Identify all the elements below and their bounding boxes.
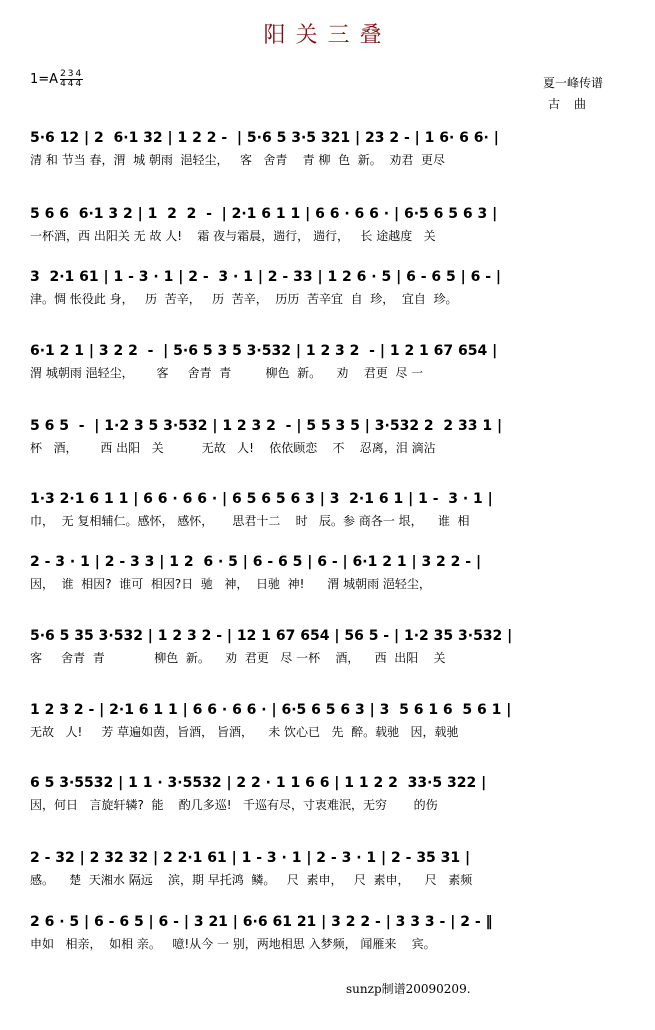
lyrics-row: 一杯酒，西 出阳关 无 故 人! 霜 夜与霜晨，遄行， 遄行， 长 途越度 关 xyxy=(30,229,436,243)
score-line-9 xyxy=(30,700,625,741)
key-signature xyxy=(30,70,83,89)
genre-label: 古曲 xyxy=(548,97,601,111)
notation-row: 5·6 12 | 2 6·1 32 | 1 2 2 - | 5·6 5 3·5 321 | 23 2 - | 1 6· 6 6· | xyxy=(30,130,499,146)
lyrics-row: 巾， 无 复相辅仁。感怀， 感怀， 思君十二 时 辰。参 商各一 垠， 谁 相 xyxy=(30,514,470,528)
meter-denominators: 444 xyxy=(60,79,84,89)
lyrics-row: 津。惆 怅役此 身， 历 苦辛， 历 苦辛， 历历 苦辛宜 自 珍， 宜自 珍。 xyxy=(30,292,458,306)
lyrics-row: 因， 谁 相因? 谁可 相因?日 驰 神， 日驰 神! 渭 城朝雨 浥轻尘， xyxy=(30,577,431,591)
notation-row: 2 - 3 · 1 | 2 - 3 3 | 1 2 6 · 5 | 6 - 6 5 | 6 - | 6·1 2 1 | 3 2 2 - | xyxy=(30,554,482,570)
page-title: 阳关三叠 xyxy=(263,23,392,48)
score-line-7 xyxy=(30,552,625,593)
score-line-5 xyxy=(30,416,625,457)
lyrics-row: 申如 相亲， 如相 亲。 噫!从今 一 别，两地相思 入梦频， 闻雁来 宾。 xyxy=(30,937,436,951)
lyrics-row: 杯 酒， 西 出阳 关 无故 人! 依依顾恋 不 忍离，泪 滴沾 xyxy=(30,441,436,455)
notation-row: 5 6 5 - | 1·2 3 5 3·532 | 1 2 3 2 - | 5 5 3 5 | 3·532 2 2 33 1 | xyxy=(30,418,503,434)
key-text: 1=A xyxy=(30,72,59,87)
score-line-8 xyxy=(30,626,625,667)
score-line-6 xyxy=(30,489,625,530)
notation-row: 5 6 6 6·1 3 2 | 1 2 2 - | 2·1 6 1 1 | 6 6 · 6 6 · | 6·5 6 5 6 3 | xyxy=(30,206,498,222)
lyrics-row: 因，何日 言旋轩辚? 能 酌几多巡! 千巡有尽，寸衷难泯，无穷 的伤 xyxy=(30,798,438,812)
score-line-12 xyxy=(30,912,625,953)
notation-row: 6 5 3·5532 | 1 1 · 3·5532 | 2 2 · 1 1 6 6 | 1 1 2 2 33·5 322 | xyxy=(30,775,487,791)
time-signatures xyxy=(60,70,83,89)
score-line-4 xyxy=(30,341,625,382)
notation-row: 3 2·1 61 | 1 - 3 · 1 | 2 - 3 · 1 | 2 - 33 | 1 2 6 · 5 | 6 - 6 5 | 6 - | xyxy=(30,269,502,285)
notation-row: 2 6 · 5 | 6 - 6 5 | 6 - | 3 21 | 6·6 61 21 | 3 2 2 - | 3 3 3 - | 2 - ‖ xyxy=(30,914,493,930)
notation-row: 6·1 2 1 | 3 2 2 - | 5·6 5 3 5 3·532 | 1 2 3 2 - | 1 2 1 67 654 | xyxy=(30,343,498,359)
lyrics-row: 客 舍青 青 柳色 新。 劝 君更 尽 一杯 酒， 西 出阳 关 xyxy=(30,651,446,665)
lyrics-row: 感。 楚 天湘水 隔远 滨，期 早托鸿 鳞。 尺 素申， 尺 素申， 尺 素频 xyxy=(30,873,473,887)
score-line-11 xyxy=(30,848,625,889)
lyrics-row: 清 和 节当 春，渭 城 朝雨 浥轻尘， 客 舍青 青 柳 色 新。 劝君 更尽 xyxy=(30,153,445,167)
transcriber-credit: 夏一峰传谱 xyxy=(543,76,604,90)
score-line-1 xyxy=(30,128,625,169)
score-line-10 xyxy=(30,773,625,814)
lyrics-row: 渭 城朝雨 浥轻尘， 客 舍青 青 柳色 新。 劝 君更 尽 一 xyxy=(30,366,424,380)
notation-row: 2 - 32 | 2 32 32 | 2 2·1 61 | 1 - 3 · 1 | 2 - 3 · 1 | 2 - 35 31 | xyxy=(30,850,471,866)
score-line-3 xyxy=(30,267,625,308)
notation-row: 5·6 5 35 3·532 | 1 2 3 2 - | 12 1 67 654 | 56 5 - | 1·2 35 3·532 | xyxy=(30,628,513,644)
lyrics-row: 无故 人! 芳 草遍如茵，旨酒， 旨酒， 未 饮心已 先 醉。载驰 因，载驰 xyxy=(30,725,459,739)
score-line-2 xyxy=(30,204,625,245)
footer-credit: sunzp制谱20090209. xyxy=(346,982,471,996)
meter-numerators: 234 xyxy=(60,69,84,79)
notation-row: 1·3 2·1 6 1 1 | 6 6 · 6 6 · | 6 5 6 5 6 3 | 3 2·1 6 1 | 1 - 3 · 1 | xyxy=(30,491,493,507)
notation-row: 1 2 3 2 - | 2·1 6 1 1 | 6 6 · 6 6 · | 6·5 6 5 6 3 | 3 5 6 1 6 5 6 1 | xyxy=(30,702,512,718)
